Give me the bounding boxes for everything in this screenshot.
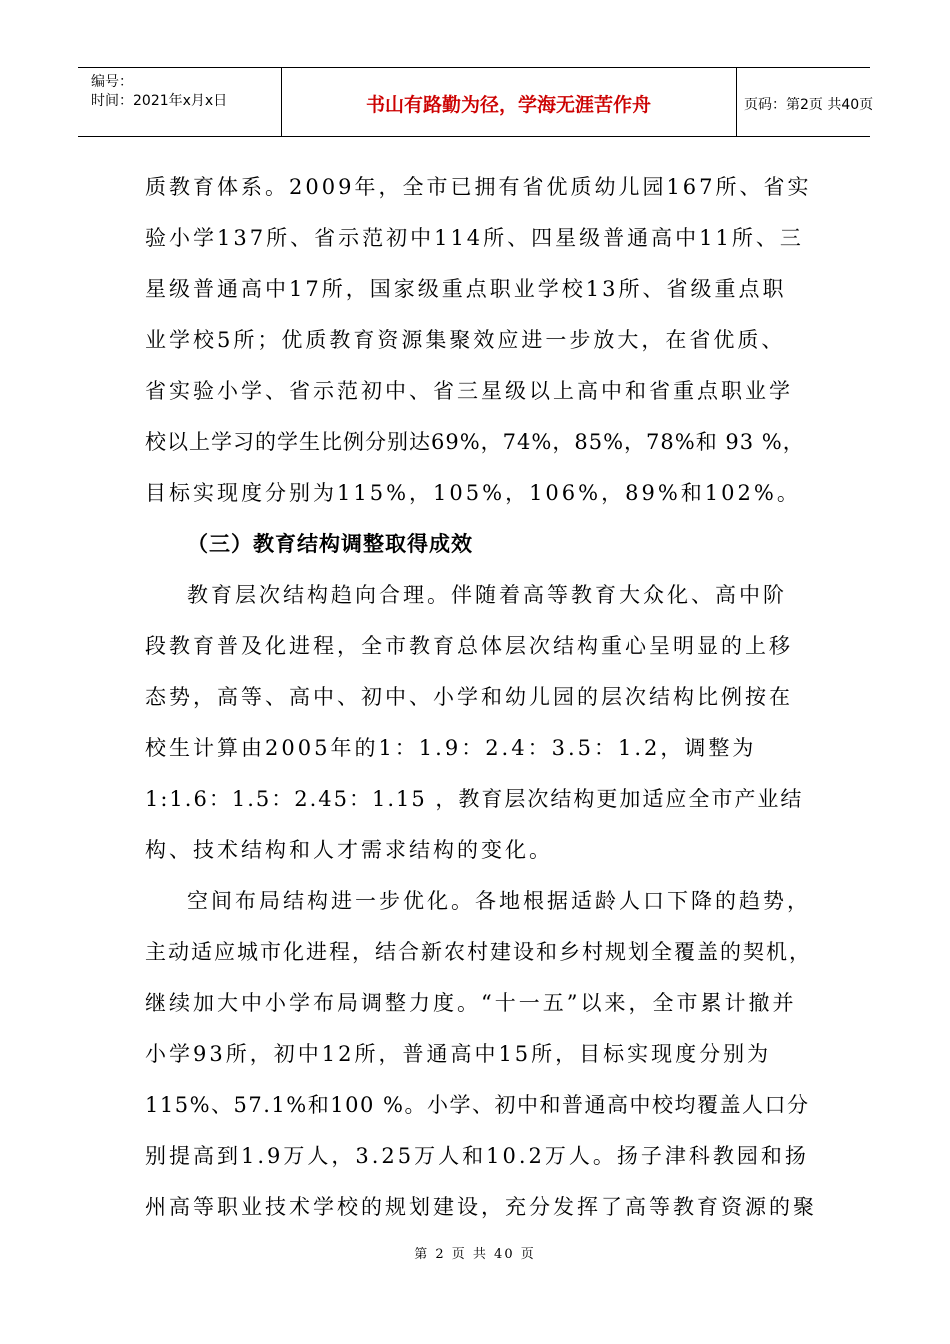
body-line: 校生计算由2005年的1：1.9：2.4：3.5：1.2，调整为 xyxy=(145,736,757,760)
body-line: 别提高到1.9万人，3.25万人和10.2万人。扬子津科教园和扬 xyxy=(145,1144,809,1168)
body-line: 省实验小学、省示范初中、省三星级以上高中和省重点职业学 xyxy=(145,379,793,403)
document-body xyxy=(145,162,815,1233)
body-line: 主动适应城市化进程，结合新农村建设和乡村规划全覆盖的契机， xyxy=(145,940,812,964)
document-number-label: 编号： xyxy=(91,74,133,90)
body-line: 业学校5所；优质教育资源集聚效应进一步放大，在省优质、 xyxy=(145,328,786,352)
body-line: 继续加大中小学布局调整力度。“十一五”以来，全市累计撤并 xyxy=(145,991,797,1015)
page-header xyxy=(78,67,874,137)
body-line: 星级普通高中17所，国家级重点职业学校13所、省级重点职 xyxy=(145,277,787,301)
header-page-info: 页码：第2页 共40页 xyxy=(744,97,874,113)
body-line: 质教育体系。2009年，全市已拥有省优质幼儿园167所、省实 xyxy=(145,175,812,199)
header-motto: 书山有路勤为径，学海无涯苦作舟 xyxy=(365,94,651,116)
body-line: 小学93所，初中12所，普通高中15所，目标实现度分别为 xyxy=(145,1042,772,1066)
body-line: 段教育普及化进程，全市教育总体层次结构重心呈明显的上移 xyxy=(145,634,793,658)
body-line: 115%、57.1%和100 %。小学、初中和普通高中校均覆盖人口分 xyxy=(145,1093,810,1117)
body-line: 州高等职业技术学校的规划建设，充分发挥了高等教育资源的聚 xyxy=(145,1195,817,1219)
body-line: 目标实现度分别为115%，105%，106%，89%和102%。 xyxy=(145,481,801,505)
header-motto-cell xyxy=(281,68,737,136)
section-heading: （三）教育结构调整取得成效 xyxy=(187,532,473,556)
document-date: 时间：2021年x月x日 xyxy=(91,93,228,109)
body-line: 态势，高等、高中、初中、小学和幼儿园的层次结构比例按在 xyxy=(145,685,793,709)
header-meta-cell xyxy=(78,68,282,136)
body-line: 空间布局结构进一步优化。各地根据适龄人口下降的趋势， xyxy=(187,889,811,913)
body-line: 校以上学习的学生比例分别达69%，74%，85%，78%和 93 %， xyxy=(145,430,805,454)
body-line: 教育层次结构趋向合理。伴随着高等教育大众化、高中阶 xyxy=(187,583,787,607)
body-line: 验小学137所、省示范初中114所、四星级普通高中11所、三 xyxy=(145,226,804,250)
page-footer: 第 2 页 共 40 页 xyxy=(414,1247,536,1262)
body-line: 1:1.6：1.5：2.45：1.15 ，教育层次结构更加适应全市产业结 xyxy=(145,787,804,811)
body-line: 构、技术结构和人才需求结构的变化。 xyxy=(145,838,553,862)
header-page-cell xyxy=(736,68,874,136)
